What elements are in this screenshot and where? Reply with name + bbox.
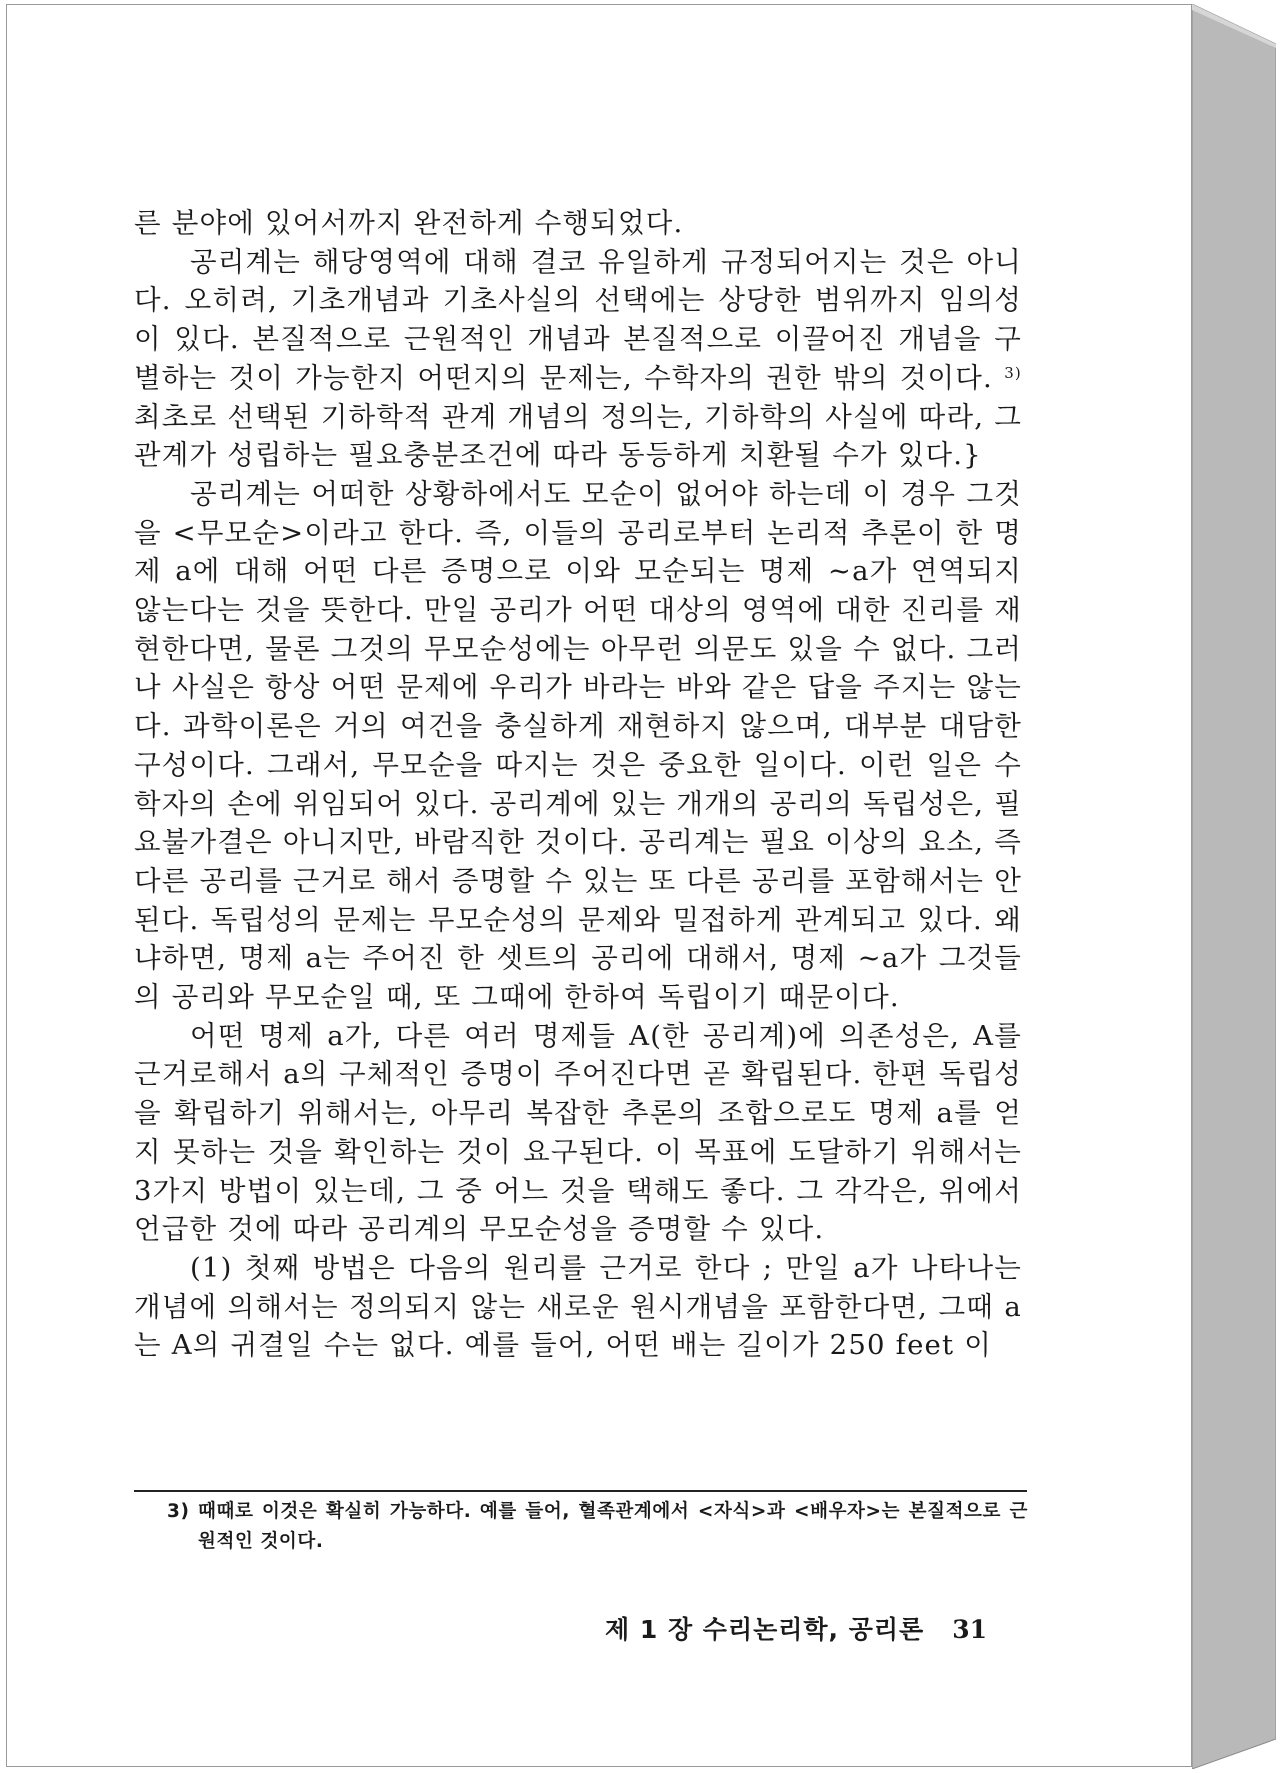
footnote-reference: 3) — [1004, 363, 1022, 382]
body-text — [134, 204, 1022, 1365]
paragraph-first-method: (1) 첫째 방법은 다음의 원리를 근거로 한다 ; 만일 a가 나타나는 개념에 의해서는 정의되지 않는 새로운 원시개념을 포함한다면, 그때 a는 A의 귀결일 수는 없다. 예를 들어, 어떤 배는 길이가 250 feet 이 — [134, 1251, 1022, 1362]
paragraph-independence: 어떤 명제 a가, 다른 여러 명제들 A(한 공리계)에 의존성은, A를 근거로해서 a의 구체적인 증명이 주어진다면 곧 확립된다. 한편 독립성을 확립하기 위해서는, 아무리 복잡한 추론의 조합으로도 명제 a를 얻지 못하는 것을 확인하는 것이 요구된다. 이 목표에 도달하기 위해서는 3가지 방법이 있는데, 그 중 어느 것을 택해도 좋다. 그 각각은, 위에서 언급한 것에 따라 공리계의 무모순성을 증명할 수 있다. — [134, 1019, 1022, 1246]
footnote — [168, 1497, 1028, 1557]
page-number: 31 — [952, 1615, 988, 1644]
paragraph-text: 공리계는 해당영역에 대해 결코 유일하게 규정되어지는 것은 아니다. 오히려, 기초개념과 기초사실의 선택에는 상당한 범위까지 임의성이 있다. 본질적으로 근원적인 개념과 본질적으로 이끌어진 개념을 구별하는 것이 가능한지 어떤지의 문제는, 수학자의 권한 밖의 것이다. — [134, 245, 1022, 394]
page-edge-shadow — [1192, 4, 1276, 1769]
running-chapter-title: 제 1 장 수리논리학, 공리론 — [605, 1615, 925, 1644]
footnote-marker: 3) — [167, 1501, 190, 1522]
paragraph-axiom-system — [134, 243, 1022, 475]
page-footer — [605, 1610, 1005, 1646]
footnote-divider — [134, 1490, 1027, 1492]
paragraph-consistency: 공리계는 어떠한 상황하에서도 모순이 없어야 하는데 이 경우 그것을 <무모순>이라고 한다. 즉, 이들의 공리로부터 논리적 추론이 한 명제 a에 대해 어떤 다른 증명으로 이와 모순되는 명제 ~a가 연역되지 않는다는 것을 뜻한다. 만일 공리가 어떤 대상의 영역에 대한 진리를 재현한다면, 물론 그것의 무모순성에는 아무런 의문도 있을 수 없다. 그러나 사실은 항상 어떤 문제에 우리가 바라는 바와 같은 답을 주지는 않는다. 과학이론은 거의 여건을 충실하게 재현하지 않으며, 대부분 대담한 구성이다. 그래서, 무모순을 따지는 것은 중요한 일이다. 이런 일은 수학자의 손에 위임되어 있다. 공리계에 있는 개개의 공리의 독립성은, 필요불가결은 아니지만, 바람직한 것이다. 공리계는 필요 이상의 요소, 즉 다른 공리를 근거로 해서 증명할 수 있는 또 다른 공리를 포함해서는 안된다. 독립성의 문제는 무모순성의 문제와 밀접하게 관계되고 있다. 왜냐하면, 명제 a는 주어진 한 셋트의 공리에 대해서, 명제 ~a가 그것들의 공리와 무모순일 때, 또 그때에 한하여 독립이기 때문이다. — [134, 477, 1022, 1014]
footnote-text: 때때로 이것은 확실히 가능하다. 예를 들어, 혈족관계에서 <자식>과 <배우자>는 본질적으로 근원적인 것이다. — [198, 1501, 1028, 1552]
paragraph-text: 최초로 선택된 기하학적 관계 개념의 정의는, 기하학의 사실에 따라, 그 관계가 성립하는 필요충분조건에 따라 동등하게 치환될 수가 있다.} — [134, 400, 1022, 472]
paragraph-continuation: 른 분야에 있어서까지 완전하게 수행되었다. — [134, 207, 684, 239]
